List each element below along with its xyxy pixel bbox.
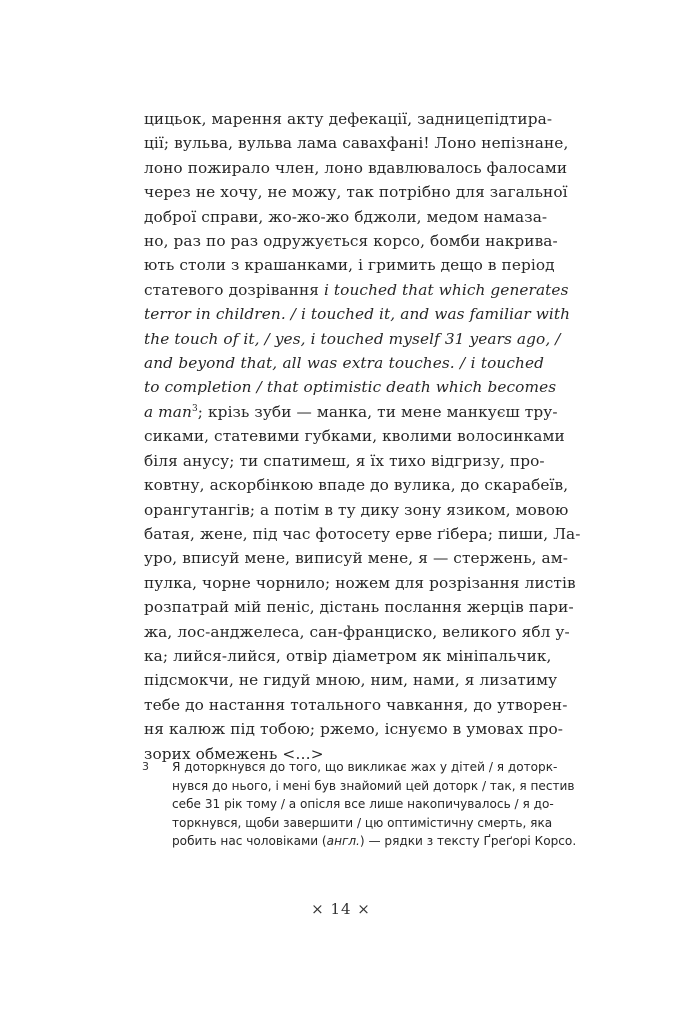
text-line: сиками, статевими губками, кволими волосинками (144, 427, 565, 446)
italic-segment: a man (144, 402, 192, 421)
text-line: батая, жене, під час фотосету ерве ґібера; пиши, Ла- (144, 524, 581, 543)
text-segment: статевого дозрівання (144, 280, 324, 299)
text-line: ковтну, аскорбінкою впаде до вулика, до скарабеїв, (144, 476, 569, 495)
text-line: доброї справи, жо-жо-жо бджоли, медом намаза- (144, 207, 548, 226)
italic-segment: англ. (326, 834, 360, 849)
text-segment: ) — рядки з тексту Ґреґорі Корсо. (359, 834, 577, 849)
text-line: пулка, чорне чорнило; ножем для розрізання листів (144, 573, 576, 592)
text-line: тебе до настання тотального чавкання, до утворен- (144, 695, 568, 714)
body-text (144, 107, 581, 766)
text-segment: ; крізь зуби — манка, ти мене манкуєш тру- (197, 402, 558, 421)
text-line (144, 302, 571, 326)
italic-segment: terror in children. / i touched it, and was familiar with (144, 305, 571, 324)
text-line: ня калюж під тобою; ржемо, існуємо в умовах про- (144, 720, 564, 739)
text-line: Я доторкнувся до того, що викликає жах у дітей / я доторк- (172, 760, 558, 774)
text-line: зорих обмежень <…> (144, 744, 324, 763)
italic-segment: i touched that which generates (323, 280, 569, 299)
italic-segment: and beyond that, all was extra touches. / i touched (144, 354, 544, 373)
text-line: розпатрай мій пеніс, дістань послання жерців пари- (144, 598, 574, 617)
text-line: ції; вульва, вульва лама савахфані! Лоно непізнане, (144, 134, 569, 153)
footnote-marker: 3 (191, 403, 198, 414)
text-line (144, 400, 558, 424)
text-line (144, 375, 557, 399)
text-line: лоно пожирало член, лоно вдавлювалось фалосами (144, 158, 568, 177)
text-line (144, 278, 569, 302)
footnote-number: 3 (142, 760, 149, 773)
text-line: нувся до нього, і мені був знайомий цей доторк / так, я пестив (172, 778, 575, 793)
text-line: уро, вписуй мене, виписуй мене, я — стержень, ам- (144, 549, 569, 568)
text-line: підсмокчи, не гидуй мною, ним, нами, я лизатиму (144, 671, 558, 690)
text-line: через не хочу, не можу, так потрібно для загальної (144, 183, 568, 202)
italic-segment: to completion / that optimistic death which becomes (144, 378, 557, 397)
text-line: жа, лос-анджелеса, сан-франциско, великого ябл у- (144, 622, 570, 641)
text-line: себе 31 рік тому / а опісля все лише накопичувалось / я до- (172, 797, 554, 812)
text-line: торкнувся, щоби завершити / цю оптимістичну смерть, яка (172, 815, 553, 830)
footnote (142, 758, 577, 851)
text-line (144, 351, 544, 375)
text-line: цицьок, марення акту дефекації, задницепідтира- (144, 110, 553, 128)
text-line: ють столи з крашанками, і гримить дещо в період (144, 256, 555, 275)
text-line: орангутангів; а потім в ту дику зону язиком, мовою (144, 500, 569, 519)
text-line (144, 327, 561, 351)
text-segment: робить нас чоловіками ( (172, 834, 327, 849)
text-line: ка; лийся-лийся, отвір діаметром як мініпальчик, (144, 646, 552, 665)
italic-segment: the touch of it, / yes, i touched myself 31 years ago, / (144, 329, 561, 348)
text-line: но, раз по раз одружується корсо, бомби накрива- (144, 232, 558, 251)
text-line: біля анусу; ти спатимеш, я їх тихо відгризу, про- (144, 451, 545, 470)
footnote-text (172, 758, 577, 851)
page-number: × 14 × (311, 900, 371, 918)
text-line (172, 832, 577, 851)
